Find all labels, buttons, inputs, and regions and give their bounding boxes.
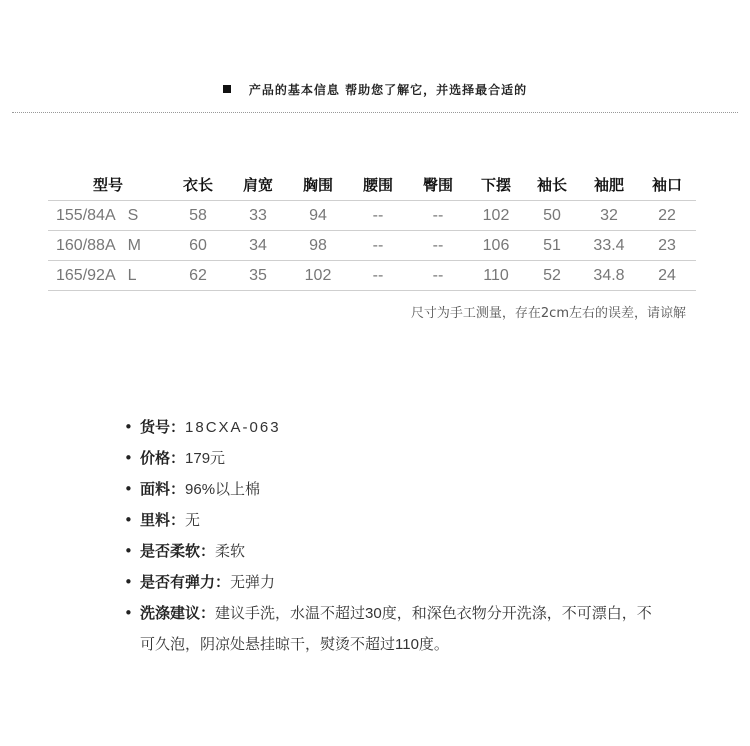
size-letter: L <box>127 266 137 284</box>
column-header-hip: 臀围 <box>408 168 468 201</box>
spec-value: 无 <box>185 512 201 529</box>
spec-item-item-number <box>120 412 660 443</box>
table-cell: 60 <box>168 231 228 261</box>
spec-label: 面料： <box>140 480 186 498</box>
square-bullet-icon <box>223 85 231 93</box>
table-cell: -- <box>348 261 408 291</box>
table-cell: 58 <box>168 201 228 231</box>
size-table <box>48 168 696 291</box>
table-cell: 102 <box>468 201 524 231</box>
table-cell: 34.8 <box>580 261 638 291</box>
spec-label: 价格： <box>140 449 186 467</box>
spec-value: 18CXA-063 <box>185 419 281 436</box>
table-cell: 52 <box>524 261 580 291</box>
column-header-waist: 腰围 <box>348 168 408 201</box>
model-code: 165/92A <box>56 266 116 284</box>
size-letter: M <box>127 236 141 254</box>
spec-value: 无弹力 <box>230 574 276 591</box>
spec-label: 是否柔软： <box>140 542 216 560</box>
table-cell: 22 <box>638 201 696 231</box>
spec-label: 洗涤建议： <box>140 604 216 622</box>
product-specs-list <box>120 412 660 660</box>
table-cell: 34 <box>228 231 288 261</box>
model-cell <box>48 261 168 291</box>
dotted-divider <box>12 112 738 113</box>
table-row <box>48 201 696 231</box>
table-row <box>48 261 696 291</box>
spec-item-washing <box>120 598 660 660</box>
size-letter: S <box>127 206 139 224</box>
table-cell: 33 <box>228 201 288 231</box>
table-cell: -- <box>348 201 408 231</box>
spec-value: 建议手洗，水温不超过30度，和深色衣物分开洗涤，不可漂白，不可久泡，阴凉处悬挂晾干，熨烫不超过110度。 <box>140 605 652 653</box>
model-code: 155/84A <box>56 206 116 224</box>
column-header-hem: 下摆 <box>468 168 524 201</box>
spec-value: 96%以上棉 <box>185 481 261 498</box>
table-cell: 51 <box>524 231 580 261</box>
table-cell: -- <box>408 261 468 291</box>
spec-value: 179元 <box>185 450 226 467</box>
column-header-sleeve-width: 袖肥 <box>580 168 638 201</box>
column-header-shoulder: 肩宽 <box>228 168 288 201</box>
spec-item-elasticity <box>120 567 660 598</box>
table-cell: 32 <box>580 201 638 231</box>
table-row <box>48 231 696 261</box>
column-header-chest: 胸围 <box>288 168 348 201</box>
table-cell: -- <box>408 231 468 261</box>
column-header-model: 型号 <box>48 168 168 201</box>
size-table-header-row <box>48 168 696 201</box>
spec-label: 货号： <box>140 418 186 436</box>
column-header-cuff: 袖口 <box>638 168 696 201</box>
table-cell: 35 <box>228 261 288 291</box>
spec-value: 柔软 <box>215 543 246 560</box>
table-cell: 24 <box>638 261 696 291</box>
spec-item-softness <box>120 536 660 567</box>
table-cell: -- <box>408 201 468 231</box>
model-cell <box>48 231 168 261</box>
table-cell: 98 <box>288 231 348 261</box>
column-header-length: 衣长 <box>168 168 228 201</box>
measurement-note: 尺寸为手工测量，存在2cm左右的误差，请谅解 <box>410 306 686 321</box>
spec-label: 里料： <box>140 511 186 529</box>
table-cell: -- <box>348 231 408 261</box>
spec-item-fabric <box>120 474 660 505</box>
model-cell <box>48 201 168 231</box>
table-cell: 110 <box>468 261 524 291</box>
table-cell: 94 <box>288 201 348 231</box>
table-cell: 23 <box>638 231 696 261</box>
column-header-sleeve-length: 袖长 <box>524 168 580 201</box>
table-cell: 50 <box>524 201 580 231</box>
table-cell: 106 <box>468 231 524 261</box>
table-cell: 102 <box>288 261 348 291</box>
spec-item-lining <box>120 505 660 536</box>
section-header <box>0 81 750 98</box>
model-code: 160/88A <box>56 236 116 254</box>
spec-label: 是否有弹力： <box>140 573 231 591</box>
spec-item-price <box>120 443 660 474</box>
section-header-text: 产品的基本信息 帮助您了解它，并选择最合适的 <box>248 83 528 97</box>
table-cell: 62 <box>168 261 228 291</box>
table-cell: 33.4 <box>580 231 638 261</box>
